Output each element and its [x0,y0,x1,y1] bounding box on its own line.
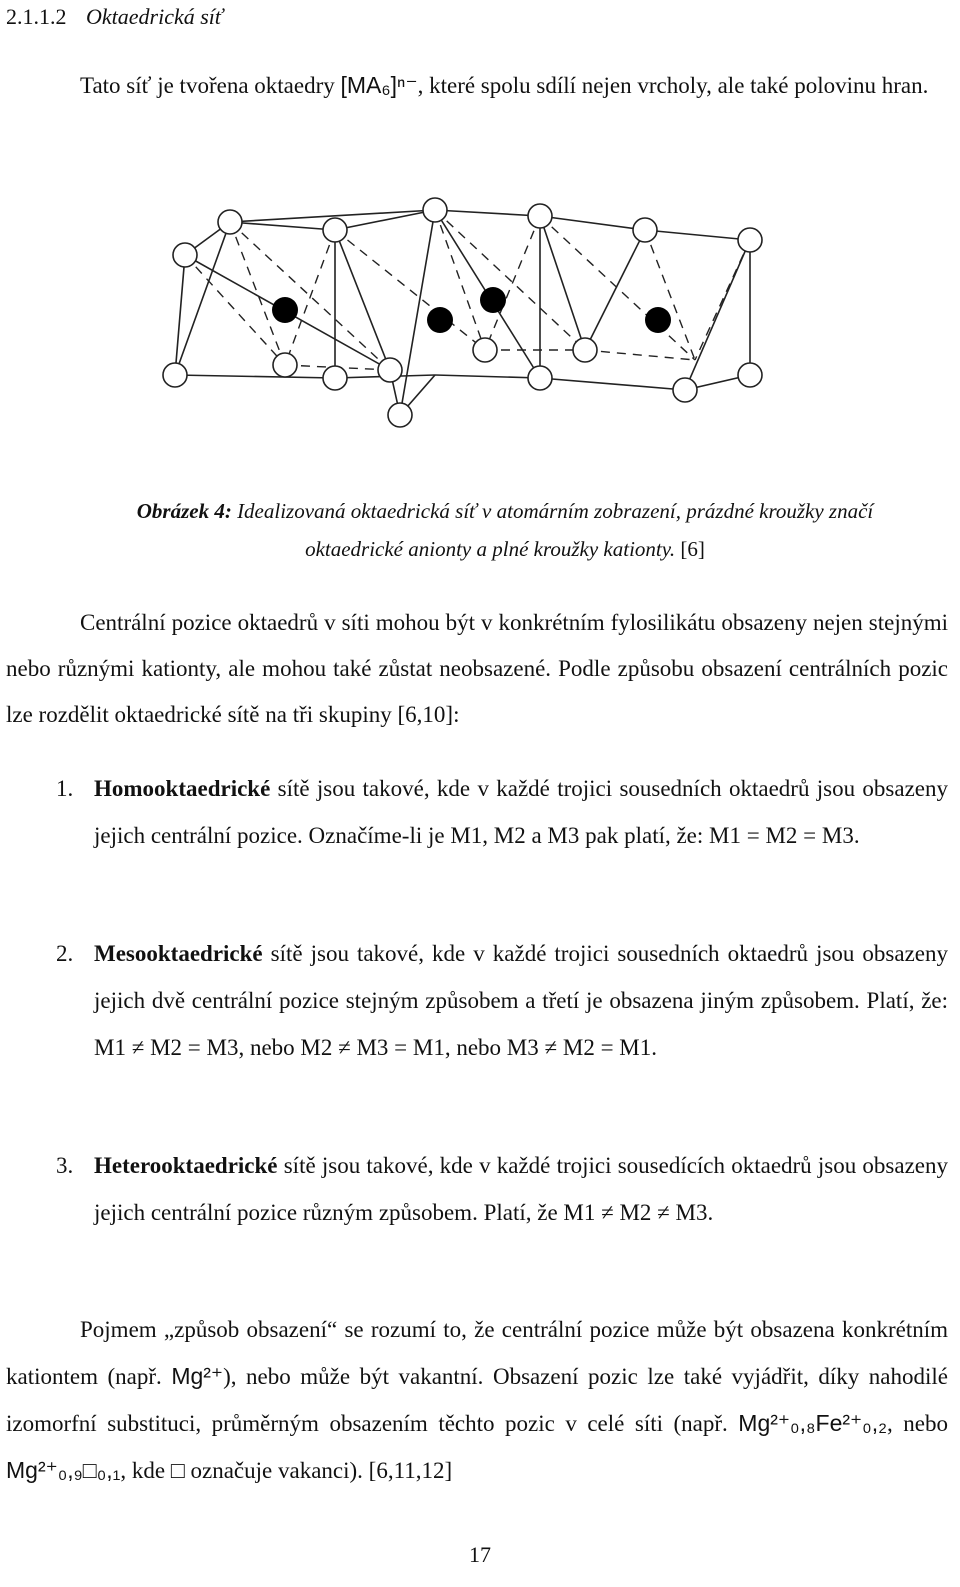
lattice-dashed-edges [185,210,750,370]
paragraph-central-positions [6,600,948,738]
para3-c: , nebo [887,1411,948,1436]
caption-reference: [6] [680,537,705,561]
anion-circle [163,363,187,387]
cation-dot [427,307,453,333]
paragraph-2-text: Centrální pozice oktaedrů v síti mohou být v konkrétním fylosilikátu obsazeny nejen stejnými nebo různými kationty, ale mohou také zůstat neobsazené. Podle způsobu obsazení centrálních pozic lze rozdělit oktaedrické sítě na tři skupiny [6,10]: [6,610,948,727]
paragraph-occupation [6,1307,948,1494]
list-number: 2. [56,941,74,966]
list-text: sítě jsou takové, kde v každé trojici sousedících oktaedrů jsou obsazeny jejich centrální pozice různým způsobem. Platí, že M1 ≠ M2 ≠ M3. [94,1153,948,1225]
figure-caption [60,492,950,568]
octahedral-lattice-figure [155,190,775,430]
list-term: Heterooktaedrické [94,1153,278,1178]
anion-circle [528,204,552,228]
cation-dot [480,287,506,313]
formula-mgfe: Mg²⁺₀,₈Fe²⁺₀,₂ [738,1410,888,1436]
para3-a: Pojmem „způsob obsazení“ se rozumí to, že centrální pozice může být obsazena konkrétním kationtem (např. [6,1317,948,1389]
anion-circle [473,338,497,362]
list-item-mesooctahedral [56,930,948,1071]
para3-b: ), nebo může být vakantní. Obsazení pozic lze také vyjádřit, díky nahodilé izomorfní substituci, průměrným obsazením těchto pozic v celé síti (např. [6,1364,948,1436]
section-number: 2.1.1.2 [6,4,67,29]
anion-circle [173,243,197,267]
section-heading [6,4,223,30]
formula-mg: Mg²⁺ [171,1363,224,1389]
intro-text-2: , které spolu sdílí nejen vrcholy, ale také polovinu hran. [417,73,929,98]
anion-circle [633,218,657,242]
list-number: 1. [56,776,74,801]
intro-text-1: Tato síť je tvořena oktaedry [80,73,341,98]
anion-circle [423,198,447,222]
intro-formula: [MA₆]ⁿ⁻ [340,72,418,98]
list-item-homooctahedral [56,765,948,859]
list-number: 3. [56,1153,74,1178]
list-text: sítě jsou takové, kde v každé trojici sousedních oktaedrů jsou obsazeny jejich centrální pozice. Označíme-li je M1, M2 a M3 pak platí, že: M1 = M2 = M3. [94,776,948,848]
anion-circle [673,378,697,402]
anion-circle [323,218,347,242]
caption-line-2: oktaedrické anionty a plné kroužky kationty. [305,537,681,561]
list-text: sítě jsou takové, kde v každé trojici sousedních oktaedrů jsou obsazeny jejich dvě centrální pozice stejným způsobem a třetí je obsazena jiným způsobem. Platí, že: M1 ≠ M2 = M3, nebo M2 ≠ M3 = M1, nebo M3 ≠ M2 = M1. [94,941,948,1060]
cation-dot [645,307,671,333]
page-number: 17 [469,1542,491,1567]
section-title: Oktaedrická síť [86,4,223,29]
anion-circle [273,353,297,377]
anion-circle [738,228,762,252]
cation-dot [272,297,298,323]
anion-circle [388,403,412,427]
anion-circle [573,338,597,362]
list-term: Homooktaedrické [94,776,271,801]
intro-paragraph [6,62,948,109]
para3-d: , kde □ označuje vakanci). [6,11,12] [120,1458,453,1483]
formula-mg-vacancy: Mg²⁺₀,₉□₀,₁ [6,1457,121,1483]
list-item-heterooctahedral [56,1142,948,1236]
list-term: Mesooktaedrické [94,941,263,966]
anion-circle [738,363,762,387]
anion-circle [378,358,402,382]
caption-label: Obrázek 4: [136,499,232,523]
anion-circle [218,210,242,234]
anion-circle [323,366,347,390]
caption-line-1: Idealizovaná oktaedrická síť v atomárním zobrazení, prázdné kroužky značí [231,499,874,523]
cation-dots [272,287,671,333]
anion-circle [528,366,552,390]
